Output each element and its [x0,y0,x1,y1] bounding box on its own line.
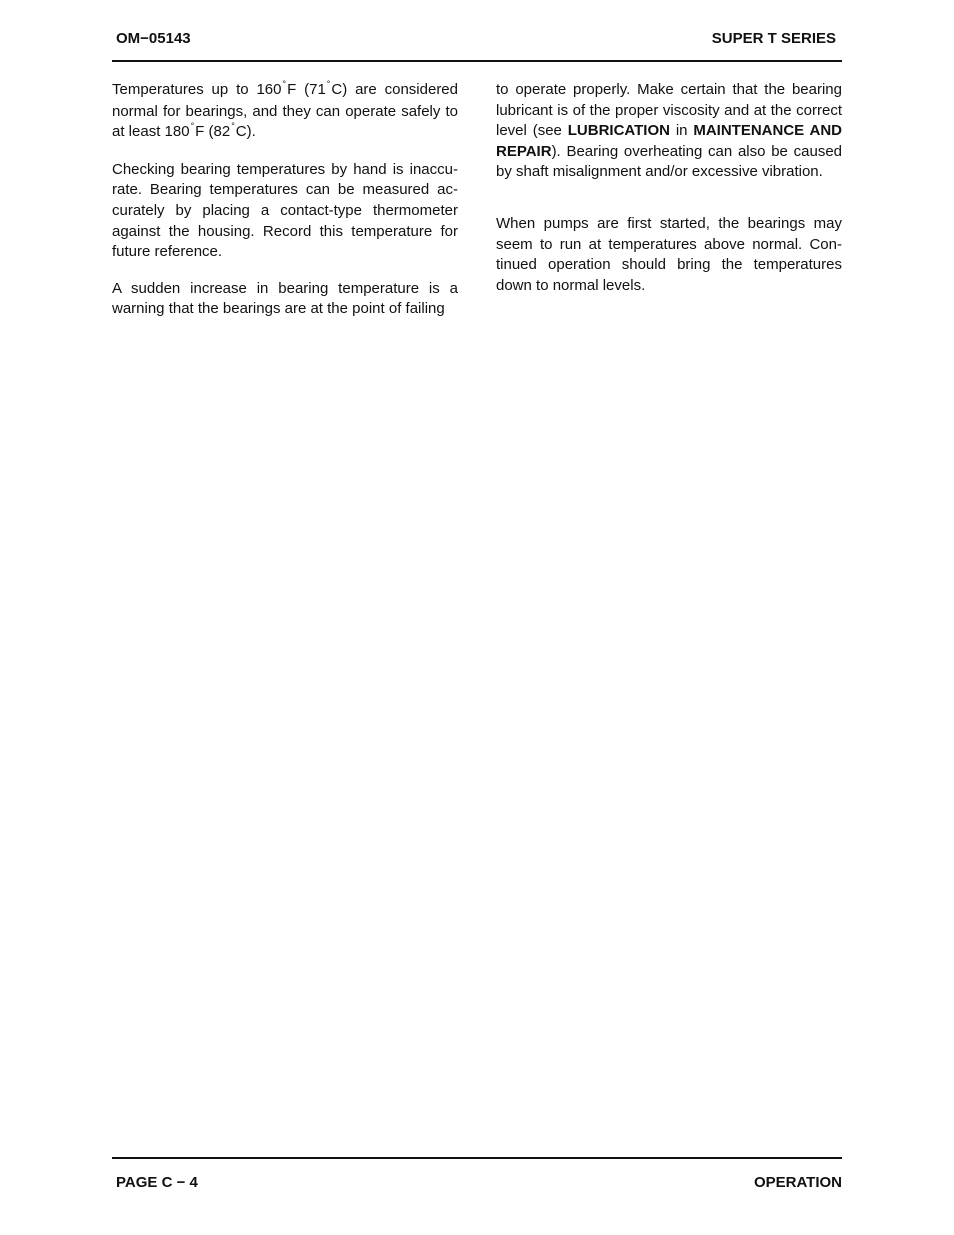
text-segment: C) are considered normal for bearings, and they can operate safely to at least 180 [112,81,458,141]
page-header [112,30,842,62]
degree-symbol: ° [231,121,235,132]
text-segment: F (71 [287,81,326,98]
left-column [112,80,458,336]
reference-lubrication: LUBRICATION [567,122,670,140]
text-segment: in [669,122,694,140]
degree-symbol: ° [282,79,287,89]
paragraph-sudden-increase: A sudden increase in bearing temperature is a warning that the bearings are at the point of failing [112,279,458,318]
paragraph-bearing-temperatures [112,80,458,144]
reference-maintenance-and-repair: MAINTENANCE AND REPAIR [496,122,842,160]
paragraph-first-started: When pumps are first started, the bearings may seem to run at temperatures above normal. Continued operation should bring the temperatures down to normal levels. [496,214,842,294]
text-segment: F (82 [195,123,231,141]
text-segment: to operate properly. Make certain that the bearing lubricant is of the proper viscosity and at the correct level (see [496,81,842,140]
paragraph-checking-temperatures: Checking bearing temperatures by hand is inaccurate. Bearing temperatures can be measured accurately by placing a contact-type thermometer against the housing. Record this temperature for future reference. [112,160,458,261]
text-segment: ). Bearing overheating can also be caused by shaft misalignment and/or excessive vibration. [496,142,842,181]
document-number: OM−05143 [116,30,191,47]
degree-symbol: ° [190,121,195,132]
paragraph-lubricant [496,80,842,183]
text-segment: Temperatures up to 160 [112,81,282,98]
section-name: OPERATION [753,1174,842,1191]
page-footer [112,1157,842,1191]
degree-symbol: ° [326,79,331,89]
text-segment: C). [235,123,256,141]
series-title: SUPER T SERIES [711,30,836,47]
page-number: PAGE C − 4 [116,1174,198,1191]
right-column [496,80,842,312]
